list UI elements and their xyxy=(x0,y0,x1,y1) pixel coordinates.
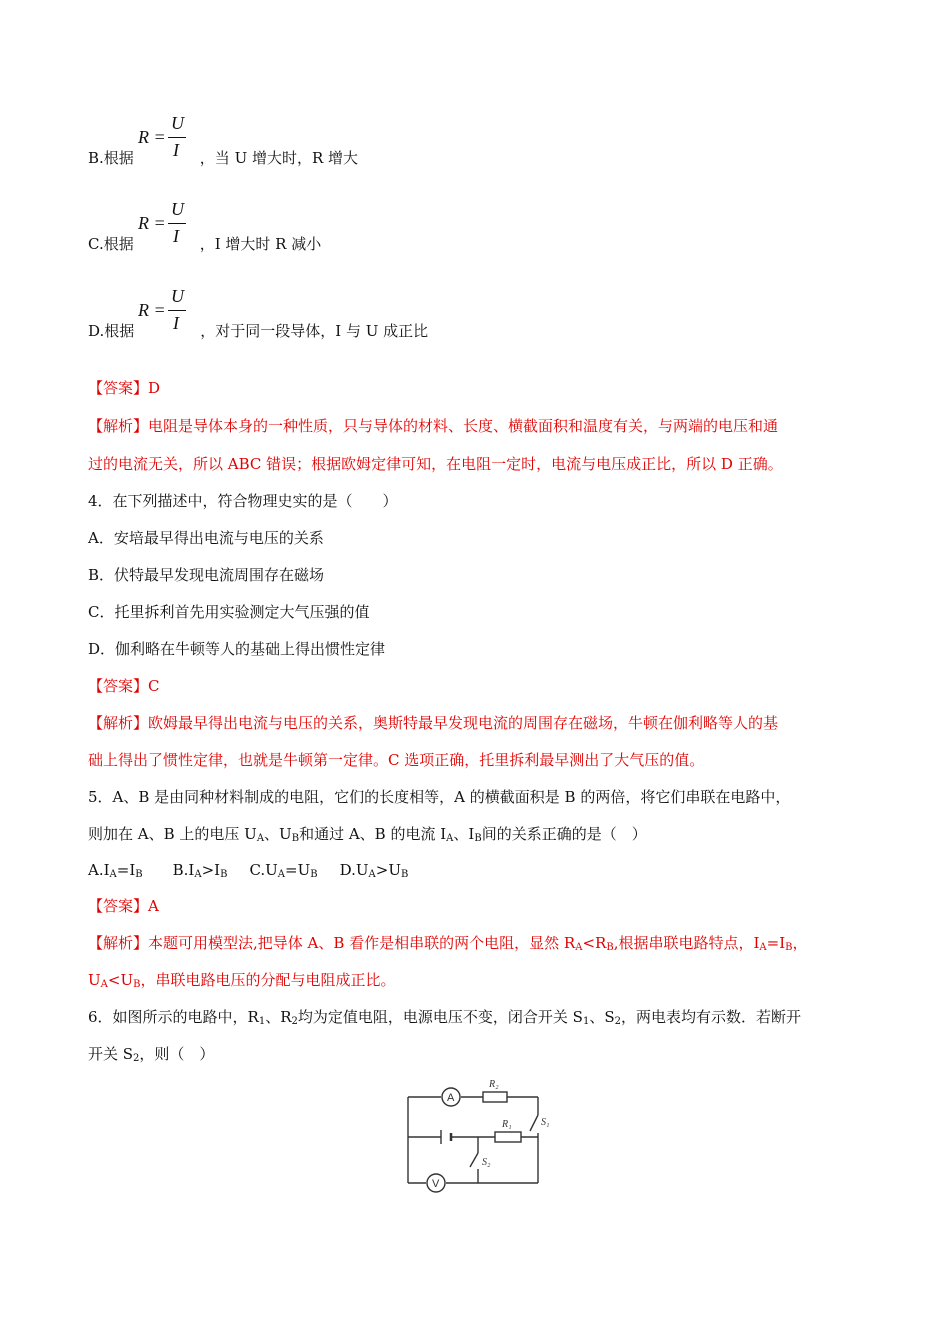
q5-analysis-line-2: $U_A<U_B$，串联电路电压的分配与电阻成正比。 xyxy=(88,971,396,990)
q4-analysis-line-1: 【解析】欧姆最早得出电流与电压的关系，奥斯特最早发现电流的周围存在磁场，牛顿在伽利略等人的基 xyxy=(88,714,779,732)
option-b-line xyxy=(88,148,358,168)
q4-stem: 4．在下列描述中，符合物理史实的是（ ） xyxy=(88,492,398,510)
resistor-r1-label: R₁ xyxy=(502,1119,512,1130)
formula-lhs: R = xyxy=(138,213,166,233)
option-d-line xyxy=(88,321,428,341)
q5-option-d: $D.U_A>U_B$ xyxy=(339,861,409,880)
option-d-suffix: ，对于同一段导体，I 与 U 成正比 xyxy=(200,322,429,340)
q4-option-b: B．伏特最早发现电流周围存在磁场 xyxy=(88,566,325,584)
q6-stem-line-2: 开关 $S_2$，则（ ） xyxy=(88,1045,215,1064)
q5-option-a: $A.I_A=I_B$ xyxy=(88,861,143,880)
option-c-prefix: C.根据 xyxy=(88,235,134,253)
q5-analysis-line-1: 【解析】本题可用模型法,把导体 A、B 看作是相串联的两个电阻，显然 $R_A<R_B$,根据串联电路特点，$I_A=I_B$， xyxy=(88,934,808,953)
formula-denominator: I xyxy=(173,140,179,160)
switch-s1-label: S₁ xyxy=(541,1117,550,1128)
option-c-line xyxy=(88,234,321,254)
ammeter-label: A xyxy=(447,1092,455,1104)
q4-answer: 【答案】C xyxy=(88,677,160,695)
fraction-bar xyxy=(168,310,186,311)
formula-numerator: U xyxy=(171,113,184,133)
q5-stem-line-1: 5．A、B 是由同种材料制成的电阻，它们的长度相等，A 的横截面积是 B 的两倍，将它们串联在电路中， xyxy=(88,788,791,806)
resistor-r2-label: R₂ xyxy=(489,1079,499,1090)
resistor-r1-icon xyxy=(495,1132,521,1142)
option-d-prefix: D.根据 xyxy=(88,322,135,340)
q4-option-a: A．安培最早得出电流与电压的关系 xyxy=(88,529,324,547)
formula-numerator: U xyxy=(171,199,184,219)
q3-analysis-line-1: 【解析】电阻是导体本身的一种性质，只与导体的材料、长度、横截面积和温度有关，与两端的电压和通 xyxy=(88,417,779,435)
switch-s2-label: S₂ xyxy=(482,1157,491,1168)
q4-analysis-line-2: 础上得出了惯性定律，也就是牛顿第一定律。C 选项正确，托里拆利最早测出了大气压的值。 xyxy=(88,751,705,769)
q5-option-b: $B.I_A>I_B$ xyxy=(172,861,228,880)
q4-option-c: C．托里拆利首先用实验测定大气压强的值 xyxy=(88,603,370,621)
q5-options xyxy=(88,860,408,885)
q5-answer: 【答案】A xyxy=(88,897,159,915)
resistor-r2-icon xyxy=(483,1092,507,1102)
formula-lhs: R = xyxy=(138,300,166,320)
option-b-suffix: ，当 U 增大时，R 增大 xyxy=(199,149,359,167)
formula-denominator: I xyxy=(173,313,179,333)
option-c-suffix: ，I 增大时 R 减小 xyxy=(199,235,322,253)
formula-numerator: U xyxy=(171,286,184,306)
formula-denominator: I xyxy=(173,226,179,246)
q5-stem-line-2: 则加在 A、B 上的电压 $U_A$、$U_B$和通过 A、B 的电流 $I_A$、$I_B$间的关系正确的是（ ） xyxy=(88,825,647,844)
fraction-bar xyxy=(168,137,186,138)
formula-lhs: R = xyxy=(138,127,166,147)
option-b-prefix: B.根据 xyxy=(88,149,134,167)
q3-answer: 【答案】D xyxy=(88,379,161,397)
q6-stem-line-1: 6．如图所示的电路中，$R_1$、$R_2$均为定值电阻，电源电压不变，闭合开关 $S_1$、$S_2$，两电表均有示数．若断开 xyxy=(88,1008,801,1027)
voltmeter-label: V xyxy=(432,1178,440,1190)
q4-option-d: D．伽利略在牛顿等人的基础上得出惯性定律 xyxy=(88,640,386,658)
circuit-diagram xyxy=(403,1075,553,1193)
q3-analysis-line-2: 过的电流无关，所以 ABC 错误；根据欧姆定律可知，在电阻一定时，电流与电压成正比，所以 D 正确。 xyxy=(88,455,783,473)
fraction-bar xyxy=(168,223,186,224)
q5-option-c: $C.U_A=U_B$ xyxy=(249,861,318,880)
